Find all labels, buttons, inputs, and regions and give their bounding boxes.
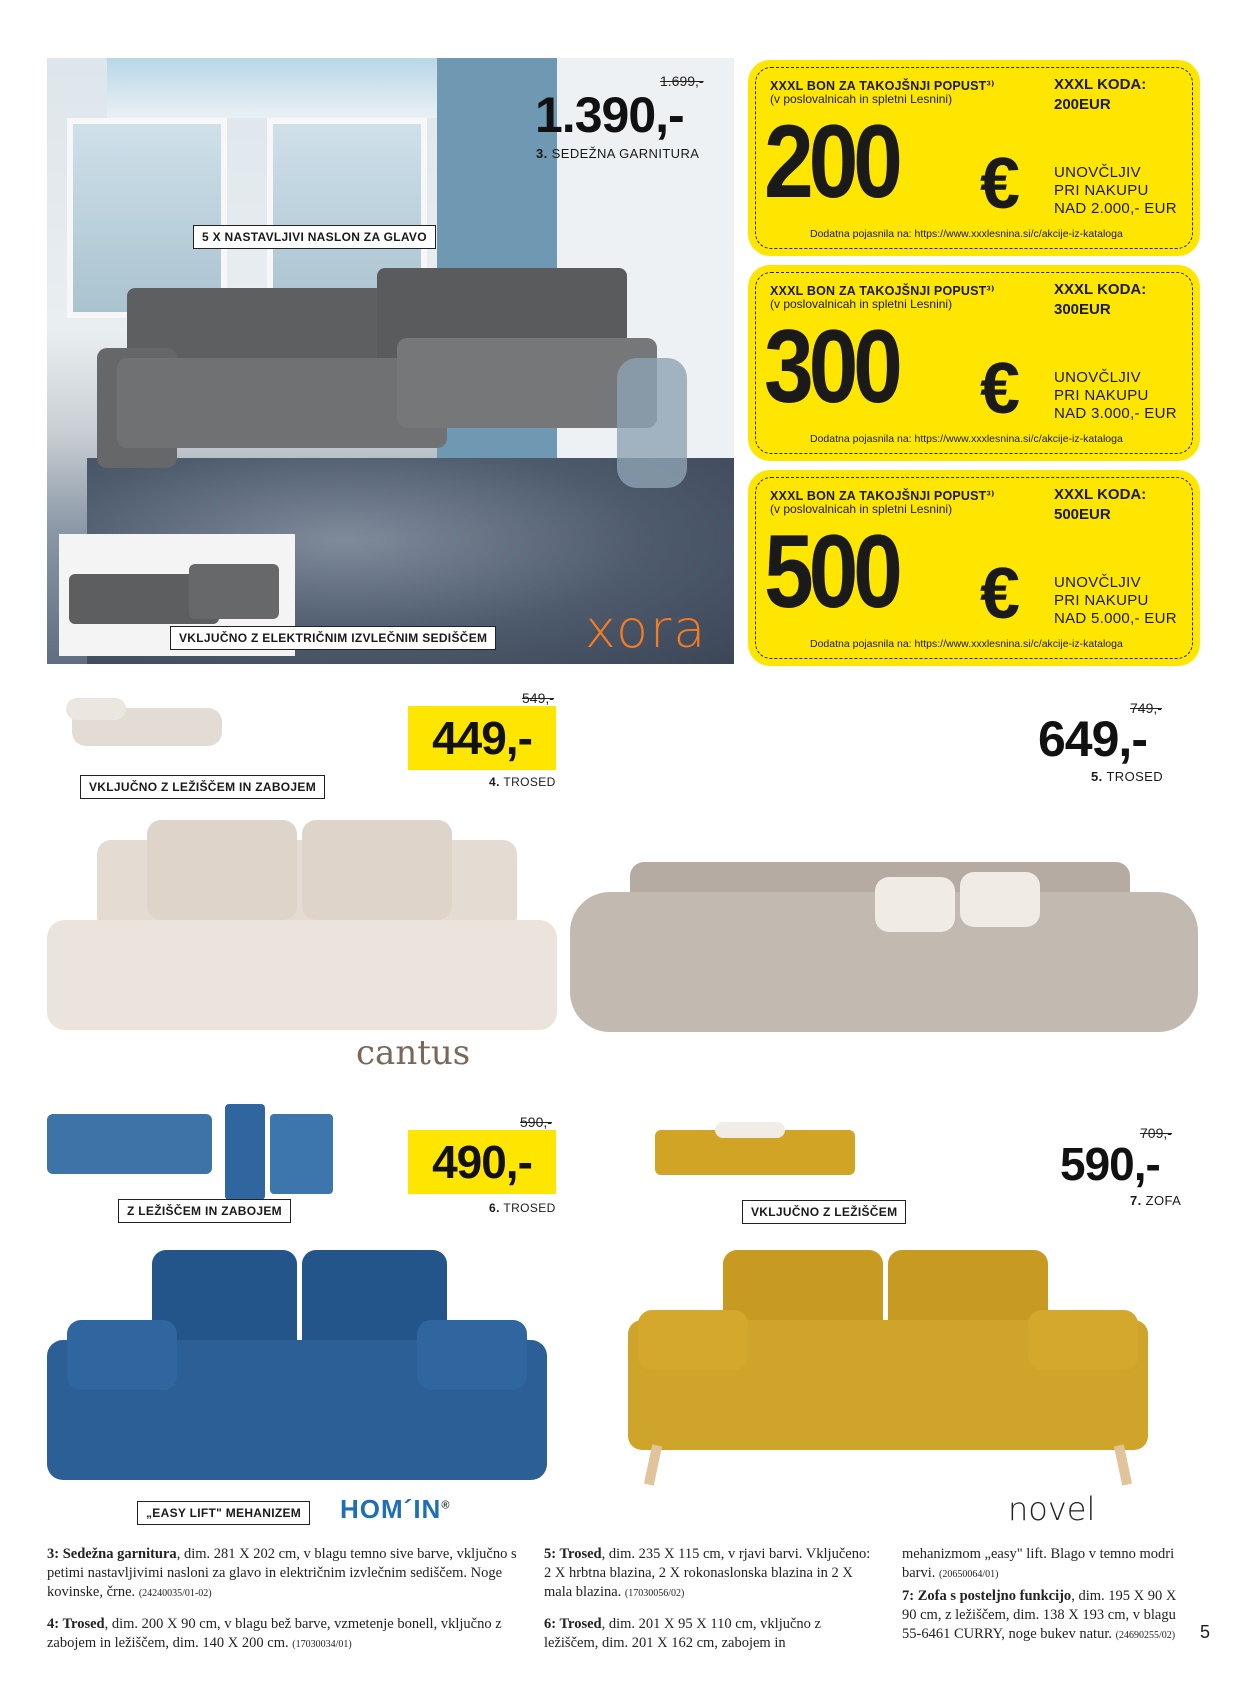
- p6-label: 6. TROSED: [489, 1201, 556, 1215]
- p7-sofa-image: [628, 1250, 1148, 1490]
- euro-icon: €: [980, 554, 1021, 634]
- desc-product-7: 7: Zofa s posteljno funkcijo, dim. 195 X 90 X 90 cm, z ležiščem, dim. 138 X 193 cm, v blagu 55-6461 CURRY, noge bukev natur. (24690255/02): [902, 1588, 1177, 1642]
- euro-icon: €: [980, 144, 1021, 224]
- p6-price: 490,-: [408, 1130, 556, 1194]
- hero-product-label: 3. SEDEŽNA GARNITURA: [536, 146, 700, 161]
- voucher-code: 300EUR: [1054, 301, 1111, 318]
- desc-product-6: 6: Trosed, dim. 201 X 95 X 110 cm, vključno z ležiščem, dim. 201 X 162 cm, zabojem in: [544, 1616, 821, 1651]
- page-number: 5: [1200, 1622, 1211, 1642]
- desc-product-6-cont: mehanizmom „easy" lift. Blago v temno modri barvi. (20650064/01): [902, 1546, 1175, 1581]
- voucher-amount: 500: [764, 514, 898, 630]
- voucher-500: XXXL BON ZA TAKOJŠNJI POPUST³⁾ (v poslovalnicah in spletni Lesnini) XXXL KODA: 500EUR 500 € UNOVČLJIV PRI NAKUPU NAD 5.000,- EUR Dodatna pojasnila na: https://www.xxxlesnina.si/c/akcije-iz-kataloga: [748, 470, 1200, 666]
- p7-price: 590,-: [1060, 1138, 1160, 1190]
- voucher-amount: 200: [764, 104, 898, 220]
- bed-storage-tag: VKLJUČNO Z LEŽIŠČEM IN ZABOJEM: [80, 775, 325, 799]
- p6-storage-thumbnail: [225, 1104, 333, 1200]
- p5-price: 649,-: [1038, 711, 1147, 767]
- hero-old-price: 1.699,-: [660, 73, 704, 89]
- p7-bed-thumbnail: [655, 1120, 855, 1195]
- p6-sofa-image: [47, 1250, 547, 1490]
- homin-logo: HOM´IN®: [340, 1494, 451, 1524]
- voucher-amount: 300: [764, 309, 898, 425]
- cantus-logo: cantus: [356, 1033, 471, 1073]
- p6-bed-thumbnail: [47, 1106, 212, 1184]
- easy-lift-tag: „EASY LIFT" MEHANIZEM: [137, 1501, 310, 1525]
- euro-icon: €: [980, 349, 1021, 429]
- novel-logo: novel: [1008, 1490, 1096, 1528]
- p6-bed-storage-tag: Z LEŽIŠČEM IN ZABOJEM: [118, 1199, 291, 1223]
- p5-label: 5. TROSED: [1091, 769, 1164, 784]
- bed-mode-thumbnail: [62, 688, 234, 770]
- voucher-code: 500EUR: [1054, 506, 1111, 523]
- p6-old-price: 590,-: [520, 1114, 552, 1130]
- p7-label: 7. ZOFA: [1130, 1193, 1182, 1208]
- electric-seat-tag: VKLJUČNO Z ELEKTRIČNIM IZVLEČNIM SEDIŠČEM: [170, 626, 496, 650]
- p4-price: 449,-: [408, 706, 556, 770]
- p5-sofa-image: [570, 832, 1198, 1042]
- p4-label: 4. TROSED: [489, 775, 556, 789]
- p7-old-price: 709,-: [1140, 1125, 1172, 1141]
- p7-bed-tag: VKLJUČNO Z LEŽIŠČEM: [742, 1200, 906, 1224]
- voucher-200: XXXL BON ZA TAKOJŠNJI POPUST³⁾ (v poslovalnicah in spletni Lesnini) XXXL KODA: 200EUR 200 € UNOVČLJIV PRI NAKUPU NAD 2.000,- EUR Dodatna pojasnila na: https://www.xxxlesnina.si/c/akcije-iz-kataloga: [748, 60, 1200, 256]
- p5-old-price: 749,-: [1130, 700, 1162, 716]
- p4-old-price: 549,-: [522, 690, 554, 706]
- headrest-tag: 5 X NASTAVLJIVI NASLON ZA GLAVO: [193, 225, 436, 249]
- desc-product-3: 3: Sedežna garnitura, dim. 281 X 202 cm, v blagu temno sive barve, vključno s petimi nastavljivimi nasloni za glavo in električnim izvlečnim sediščem. Noge kovinske, črne. (24240035/01-02): [47, 1546, 517, 1600]
- voucher-code: 200EUR: [1054, 96, 1111, 113]
- xora-logo: xora: [585, 600, 708, 660]
- hero-price: 1.390,-: [535, 87, 684, 143]
- cantus-sofa-image: [47, 815, 557, 1040]
- voucher-300: XXXL BON ZA TAKOJŠNJI POPUST³⁾ (v poslovalnicah in spletni Lesnini) XXXL KODA: 300EUR 300 € UNOVČLJIV PRI NAKUPU NAD 3.000,- EUR Dodatna pojasnila na: https://www.xxxlesnina.si/c/akcije-iz-kataloga: [748, 265, 1200, 461]
- desc-product-5: 5: Trosed, dim. 235 X 115 cm, v rjavi barvi. Vključeno: 2 X hrbtna blazina, 2 X rokonaslonska blazina in 2 X mala blazina. (17030056/02): [544, 1546, 871, 1600]
- desc-product-4: 4: Trosed, dim. 200 X 90 cm, v blagu bež barve, vzmetenje bonell, vključno z zabojem in ležiščem, dim. 140 X 200 cm. (17030034/01): [47, 1616, 502, 1651]
